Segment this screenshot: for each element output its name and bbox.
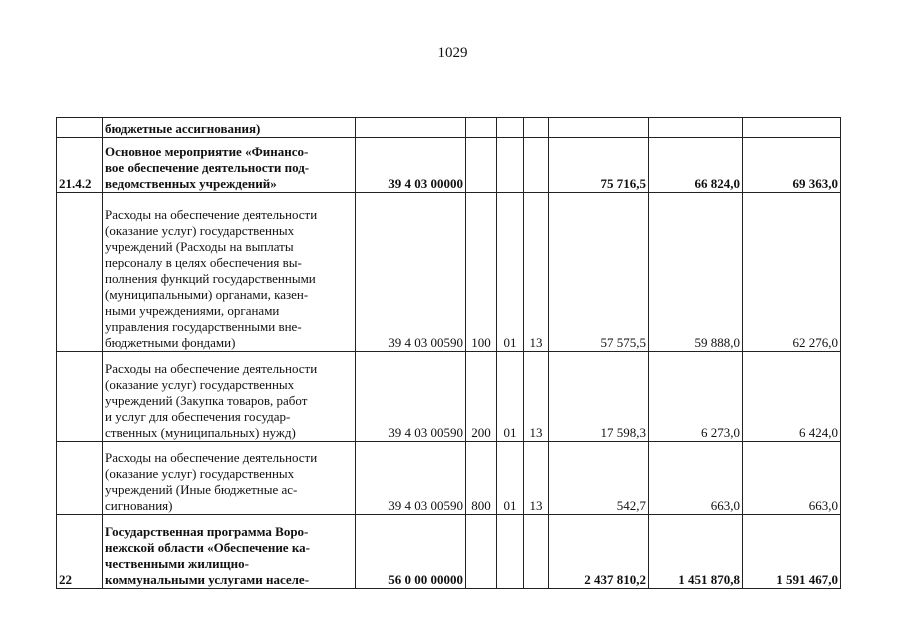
row-name-line: ственных (муниципальных) нужд) bbox=[105, 425, 296, 440]
row-name-line: учреждений (Иные бюджетные ас- bbox=[105, 482, 298, 497]
row-name-line: Расходы на обеспечение деятельности bbox=[105, 450, 318, 465]
amount-year-1 bbox=[549, 118, 649, 138]
row-name-line: (оказание услуг) государственных bbox=[105, 466, 295, 481]
row-name-line: нежской области «Обеспечение ка- bbox=[105, 540, 310, 555]
row-code bbox=[57, 442, 103, 515]
table-row bbox=[57, 442, 841, 515]
table-row bbox=[57, 515, 841, 589]
subsection-code bbox=[524, 138, 549, 193]
amount-year-1: 75 716,5 bbox=[549, 138, 649, 193]
expense-type-code bbox=[466, 515, 497, 589]
row-name-line: учреждений (Расходы на выплаты bbox=[105, 239, 294, 254]
row-code bbox=[57, 193, 103, 352]
amount-year-2: 1 451 870,8 bbox=[649, 515, 743, 589]
amount-year-1: 2 437 810,2 bbox=[549, 515, 649, 589]
amount-year-2: 59 888,0 bbox=[649, 193, 743, 352]
target-article-code: 39 4 03 00590 bbox=[356, 193, 466, 352]
row-code bbox=[57, 352, 103, 442]
expense-type-code: 100 bbox=[466, 193, 497, 352]
expense-type-code bbox=[466, 118, 497, 138]
row-name-line: и услуг для обеспечения государ- bbox=[105, 409, 291, 424]
row-name-line: (муниципальными) органами, казен- bbox=[105, 287, 309, 302]
target-article-code: 56 0 00 00000 bbox=[356, 515, 466, 589]
row-name-line: Расходы на обеспечение деятельности bbox=[105, 361, 318, 376]
target-article-code: 39 4 03 00000 bbox=[356, 138, 466, 193]
row-name-line: сигнования) bbox=[105, 498, 173, 513]
section-code: 01 bbox=[497, 193, 524, 352]
amount-year-3: 69 363,0 bbox=[743, 138, 841, 193]
budget-table bbox=[56, 117, 841, 589]
section-code bbox=[497, 515, 524, 589]
amount-year-2: 663,0 bbox=[649, 442, 743, 515]
amount-year-3: 663,0 bbox=[743, 442, 841, 515]
amount-year-1: 542,7 bbox=[549, 442, 649, 515]
expense-type-code: 200 bbox=[466, 352, 497, 442]
row-name-line: (оказание услуг) государственных bbox=[105, 377, 295, 392]
table-row bbox=[57, 193, 841, 352]
subsection-code bbox=[524, 515, 549, 589]
row-name-line: (оказание услуг) государственных bbox=[105, 223, 295, 238]
section-code: 01 bbox=[497, 352, 524, 442]
row-name bbox=[103, 442, 356, 515]
row-name-line: управления государственными вне- bbox=[105, 319, 302, 334]
row-name bbox=[103, 118, 356, 138]
subsection-code: 13 bbox=[524, 352, 549, 442]
amount-year-2: 66 824,0 bbox=[649, 138, 743, 193]
row-code: 21.4.2 bbox=[57, 138, 103, 193]
row-name-line: коммунальными услугами населе- bbox=[105, 572, 310, 587]
row-code bbox=[57, 118, 103, 138]
row-name-line: вое обеспечение деятельности под- bbox=[105, 160, 310, 175]
target-article-code bbox=[356, 118, 466, 138]
amount-year-2 bbox=[649, 118, 743, 138]
expense-type-code: 800 bbox=[466, 442, 497, 515]
amount-year-3: 1 591 467,0 bbox=[743, 515, 841, 589]
expense-type-code bbox=[466, 138, 497, 193]
row-name-line: Основное мероприятие «Финансо- bbox=[105, 144, 309, 159]
subsection-code bbox=[524, 118, 549, 138]
amount-year-1: 57 575,5 bbox=[549, 193, 649, 352]
row-name bbox=[103, 138, 356, 193]
budget-table-body bbox=[57, 118, 841, 589]
section-code: 01 bbox=[497, 442, 524, 515]
section-code bbox=[497, 118, 524, 138]
row-name-line: бюджетными фондами) bbox=[105, 335, 236, 350]
target-article-code: 39 4 03 00590 bbox=[356, 352, 466, 442]
row-name-line: ными учреждениями, органами bbox=[105, 303, 280, 318]
row-name-line: Расходы на обеспечение деятельности bbox=[105, 207, 318, 222]
row-name-line: чественными жилищно- bbox=[105, 556, 249, 571]
row-name bbox=[103, 515, 356, 589]
target-article-code: 39 4 03 00590 bbox=[356, 442, 466, 515]
amount-year-3 bbox=[743, 118, 841, 138]
table-row bbox=[57, 352, 841, 442]
table-row bbox=[57, 138, 841, 193]
subsection-code: 13 bbox=[524, 193, 549, 352]
row-name-line: Государственная программа Воро- bbox=[105, 524, 309, 539]
row-name bbox=[103, 352, 356, 442]
page-number: 1029 bbox=[437, 45, 468, 61]
amount-year-2: 6 273,0 bbox=[649, 352, 743, 442]
amount-year-3: 6 424,0 bbox=[743, 352, 841, 442]
subsection-code: 13 bbox=[524, 442, 549, 515]
row-code: 22 bbox=[57, 515, 103, 589]
section-code bbox=[497, 138, 524, 193]
amount-year-3: 62 276,0 bbox=[743, 193, 841, 352]
row-name-line: персоналу в целях обеспечения вы- bbox=[105, 255, 302, 270]
row-name-line: бюджетные ассигнования) bbox=[105, 121, 261, 136]
row-name bbox=[103, 193, 356, 352]
row-name-line: учреждений (Закупка товаров, работ bbox=[105, 393, 308, 408]
table-row bbox=[57, 118, 841, 138]
row-name-line: полнения функций государственными bbox=[105, 271, 316, 286]
amount-year-1: 17 598,3 bbox=[549, 352, 649, 442]
row-name-line: ведомственных учреждений» bbox=[105, 176, 277, 191]
